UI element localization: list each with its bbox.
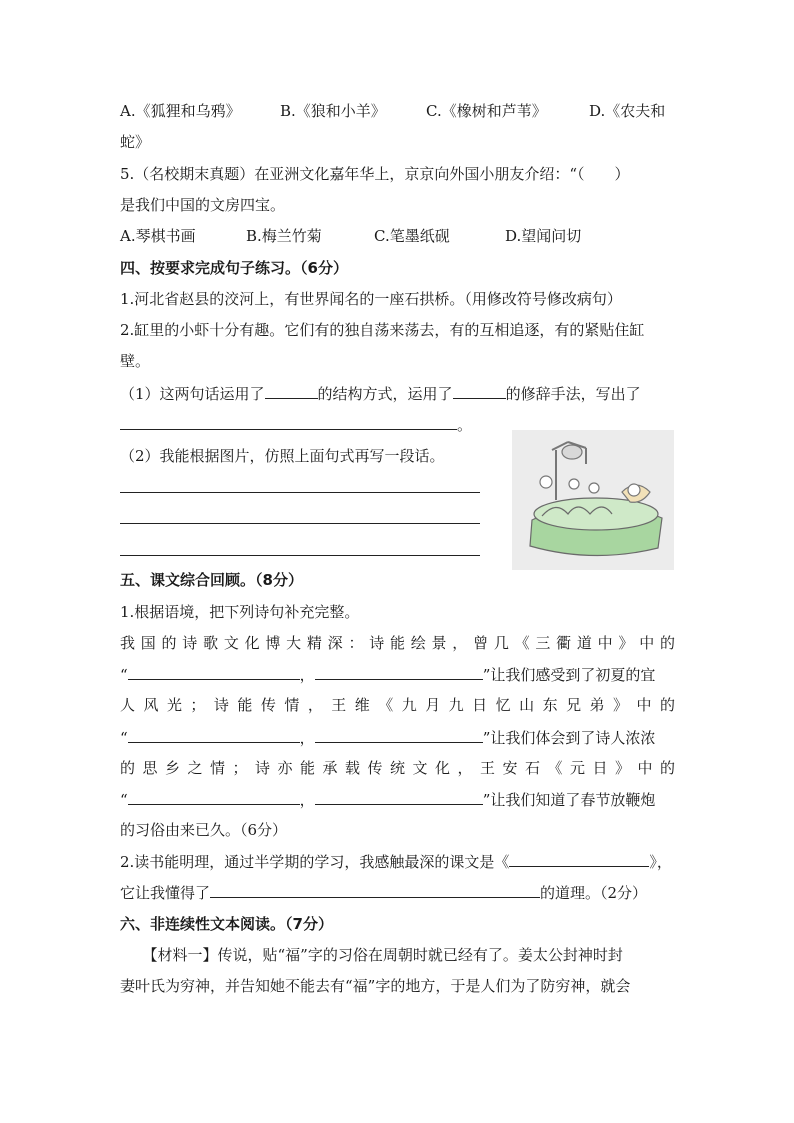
open-quote: “ — [120, 791, 128, 809]
poem-context-line2: 人风光；诗能传情，王维《九月九日忆山东兄弟》中的 — [120, 696, 675, 714]
sub1-answer-line[interactable] — [120, 414, 457, 430]
poem-context-line1: 我国的诗歌文化博大精深：诗能绘景，曾几《三衢道中》中的 — [120, 634, 675, 652]
q5-options — [120, 226, 581, 246]
open-quote: “ — [120, 729, 128, 747]
section4-q2-line2: 壁。 — [120, 352, 151, 370]
section5-heading: 五、课文综合回顾。（8分） — [120, 571, 303, 589]
section5-q2-line1 — [120, 851, 672, 872]
q5-question-line1: 5.（名校期末真题）在亚洲文化嘉年华上，京京向外国小朋友介绍：“（ ） — [120, 165, 630, 183]
poem-fill-row2 — [120, 727, 655, 748]
q2-text-c: 它让我懂得了 — [120, 884, 211, 902]
section4-q2-line1: 2.缸里的小虾十分有趣。它们有的独自荡来荡去，有的互相追逐，有的紧贴住缸 — [120, 321, 645, 339]
material1-line1: 【材料一】传说，贴“福”字的习俗在周朝时就已经有了。姜太公封神时封 — [120, 946, 623, 964]
q5-option-c[interactable]: C.笔墨纸砚 — [374, 227, 450, 245]
q4-options — [120, 101, 665, 121]
section4-sub1 — [120, 383, 641, 404]
sub1-blank-rhetoric[interactable] — [453, 383, 506, 399]
comma: ， — [299, 666, 315, 684]
poem-fill-row1 — [120, 664, 655, 685]
q2-text-b: 》， — [649, 853, 672, 871]
sub1-text-b: 的结构方式，运用了 — [317, 385, 453, 403]
sub2-answer-line-2[interactable] — [120, 523, 480, 524]
sub2-answer-line-1[interactable] — [120, 492, 480, 493]
section4-sub2: （2）我能根据图片，仿照上面句式再写一段话。 — [120, 447, 445, 465]
poem-blank-6[interactable] — [315, 789, 483, 805]
sub1-end-mark: 。 — [457, 416, 473, 434]
section4-heading: 四、按要求完成句子练习。（6分） — [120, 259, 348, 277]
sub1-text-c: 的修辞手法，写出了 — [505, 385, 641, 403]
poem-row2-tail: ”让我们体会到了诗人浓浓 — [482, 729, 656, 747]
poem-context-line3: 的思乡之情；诗亦能承载传统文化，王安石《元日》中的 — [120, 759, 675, 777]
sub1-text-a: （1）这两句话运用了 — [120, 385, 265, 403]
q4-option-d[interactable]: D.《农夫和 — [589, 102, 666, 120]
q2-text-d: 的道理。（2分） — [540, 884, 648, 902]
q4-option-b[interactable]: B.《狼和小羊》 — [280, 102, 386, 120]
sub1-blank-structure[interactable] — [265, 383, 318, 399]
favorite-lesson-blank[interactable] — [509, 851, 649, 867]
poem-blank-5[interactable] — [128, 789, 300, 805]
poem-blank-4[interactable] — [315, 727, 483, 743]
poem-blank-2[interactable] — [315, 664, 483, 680]
poem-fill-row3 — [120, 789, 655, 810]
q4-option-c[interactable]: C.《橡树和芦苇》 — [426, 102, 547, 120]
poem-blank-1[interactable] — [128, 664, 300, 680]
q5-option-a[interactable]: A.琴棋书画 — [120, 227, 196, 245]
section4-sub1-answer — [120, 414, 472, 435]
q2-text-a: 2.读书能明理，通过半学期的学习，我感触最深的课文是《 — [120, 853, 510, 871]
poem-context-line4: 的习俗由来已久。（6分） — [120, 821, 288, 839]
open-quote: “ — [120, 666, 128, 684]
poem-row1-tail: ”让我们感受到了初夏的宜 — [482, 666, 656, 684]
q5-option-b[interactable]: B.梅兰竹菊 — [246, 227, 322, 245]
q5-question-line2: 是我们中国的文房四宝。 — [120, 196, 286, 214]
comma: ， — [299, 729, 315, 747]
shrimp-vat-illustration — [512, 430, 674, 570]
comma: ， — [299, 791, 315, 809]
section5-q1-title: 1.根据语境，把下列诗句补充完整。 — [120, 603, 360, 621]
section5-q2-line2 — [120, 882, 647, 903]
section4-q1: 1.河北省赵县的洨河上，有世界闻名的一座石拱桥。（用修改符号修改病句） — [120, 290, 622, 308]
q5-option-d[interactable]: D.望闻问切 — [505, 227, 582, 245]
poem-row3-tail: ”让我们知道了春节放鞭炮 — [482, 791, 656, 809]
q4-option-d-continued: 蛇》 — [120, 133, 151, 151]
material1-line2: 妻叶氏为穷神，并告知她不能去有“福”字的地方，于是人们为了防穷神，就会 — [120, 977, 631, 995]
lesson-insight-blank[interactable] — [210, 882, 540, 898]
section6-heading: 六、非连续性文本阅读。（7分） — [120, 915, 333, 933]
sub2-answer-line-3[interactable] — [120, 555, 480, 556]
poem-blank-3[interactable] — [128, 727, 300, 743]
q4-option-a[interactable]: A.《狐狸和乌鸦》 — [120, 102, 241, 120]
